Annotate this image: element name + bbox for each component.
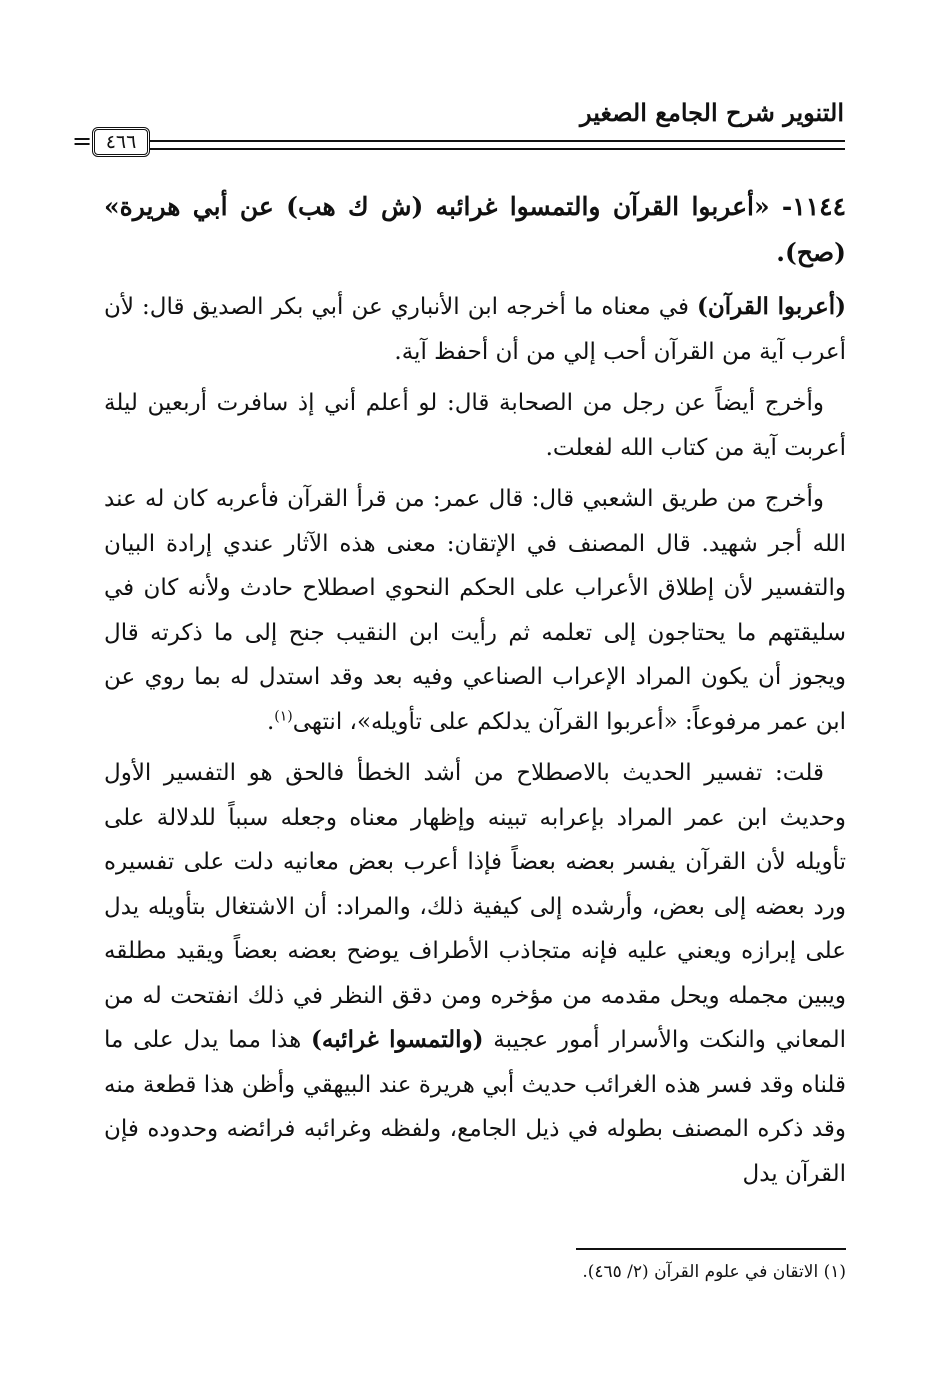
footnote-reference: (١) [274, 707, 293, 724]
paragraph-1 [104, 285, 846, 374]
page-number-mark: = [72, 127, 93, 155]
paragraph-2: وأخرج أيضاً عن رجل من الصحابة قال: لو أعلم أني إذ سافرت أربعين ليلة أعربت آية من كتاب الله لفعلت. [104, 390, 846, 461]
hadith-heading: ١١٤٤- «أعربوا القرآن والتمسوا غرائبه (ش ك هب) عن أبي هريرة» (صح). [104, 192, 846, 267]
header-rule-top [150, 140, 845, 142]
paragraph-4 [104, 751, 846, 1196]
footnote-separator [576, 1248, 846, 1250]
term-seek-rarities: (والتمسوا غرائبه) [311, 1026, 484, 1053]
page-number: ٤٦٦ [92, 127, 150, 157]
paragraph-1-text: في معناه ما أخرجه ابن الأنباري عن أبي بكر الصديق قال: لأن أعرب آية من القرآن أحب إلي من أن أحفظ آية. [104, 294, 846, 365]
paragraph-3-text: وأخرج من طريق الشعبي قال: قال عمر: من قرأ القرآن فأعربه كان له عند الله أجر شهيد. قال المصنف في الإتقان: معنى هذه الآثار عندي إرادة البيان والتفسير لأن إطلاق الأعراب على الحكم النحوي اصطلاح حادث ولأنه كان في سليقتهم ما يحتاجون إلى تعلمه ثم رأيت ابن النقيب جنح إلى ما ذكرته قال ويجوز أن يكون المراد الإعراب الصناعي وفيه بعد وقد استدل له بما روي عن ابن عمر مرفوعاً: «أعربوا القرآن يدلكم على تأويله»، انتهى [104, 486, 846, 735]
paragraph-4-text-end: هذا مما يدل على ما قلناه وقد فسر هذه الغرائب حديث أبي هريرة عند البيهقي وأظن هذا قطعة منه وقد ذكره المصنف بطوله في ذيل الجامع، ولفظه وغرائبه فرائضه وحدوده فإن القرآن يدل [104, 1027, 846, 1187]
running-title: التنوير شرح الجامع الصغير [580, 98, 844, 127]
footnote-1: (١) الاتقان في علوم القرآن (٢/ ٤٦٥). [582, 1262, 846, 1282]
paragraph-4-text-start: قلت: تفسير الحديث بالاصطلاح من أشد الخطأ فالحق هو التفسير الأول وحديث ابن عمر المراد بإعرابه تبينه وإظهار معناه وجعله سبباً للدلالة على تأويله لأن القرآن يفسر بعضه بعضاً فإذا أعرب بعض معانيه دلت على تفسيره ورد بعضه إلى بعض، وأرشده إلى كيفية ذلك، والمراد: أن الاشتغال بتأويله يدل على إبرازه ويعني عليه فإنه متجاذب الأطراف يوضح بعضه بعضاً ويقيد مطلقه ويبين مجمله ويحل مقدمه من مؤخره ومن دقق النظر في ذلك انفتحت له من المعاني والنكت والأسرار أمور عجيبة [104, 760, 846, 1053]
term-arabize-quran: (أعربوا القرآن) [697, 293, 846, 320]
main-text [104, 184, 846, 1203]
header-rule-bottom [150, 148, 845, 150]
paragraph-3: وأخرج من طريق الشعبي قال: قال عمر: من قرأ القرآن فأعربه كان له عند الله أجر شهيد. قال المصنف في الإتقان: معنى هذه الآثار عندي إرادة البيان والتفسير لأن إطلاق الأعراب على الحكم النحوي اصطلاح حادث ولأنه كان في سليقتهم ما يحتاجون إلى تعلمه ثم رأيت ابن النقيب جنح إلى ما ذكرته قال ويجوز أن يكون المراد الإعراب الصناعي وفيه بعد وقد استدل له بما روي عن ابن عمر مرفوعاً: «أعربوا القرآن يدلكم على تأويله»، انتهى$^{(١)}$. [104, 486, 846, 735]
